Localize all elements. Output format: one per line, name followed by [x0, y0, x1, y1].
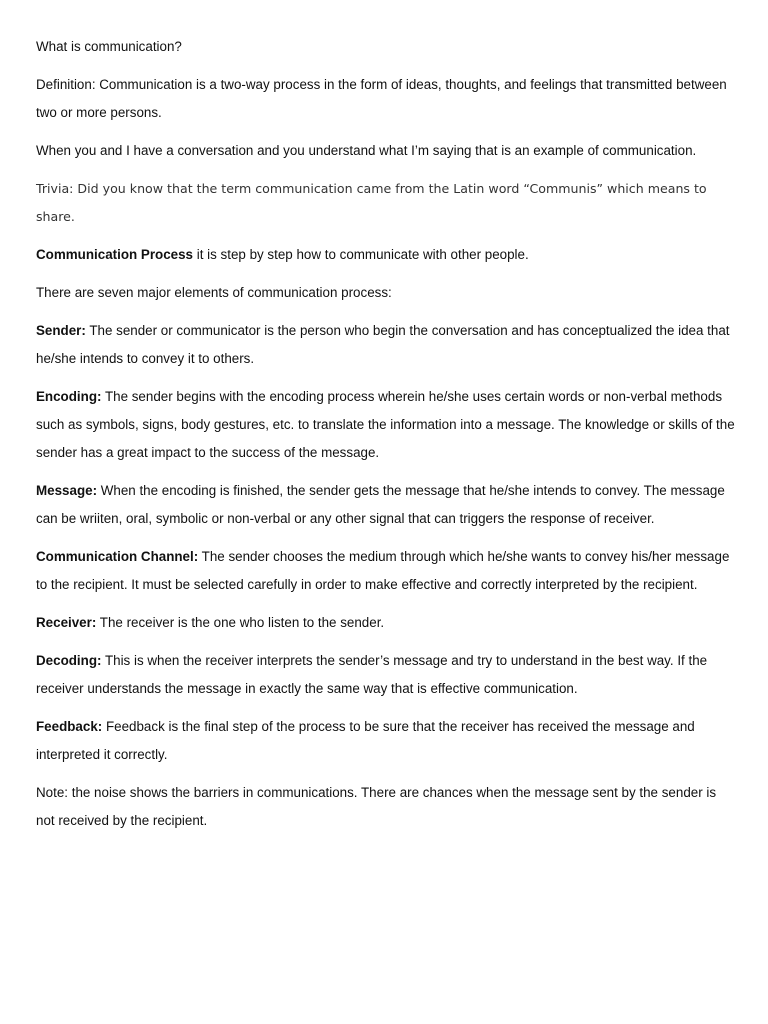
element-text: When the encoding is finished, the sender gets the message that he/she intends to convey. The message can be wriiten, oral, symbolic or non-verbal or any other signal that can triggers the response of receiver.	[36, 483, 725, 526]
page-title: What is communication?	[36, 39, 182, 54]
element-term: Receiver:	[36, 615, 97, 630]
element-message	[36, 477, 736, 533]
element-text: This is when the receiver interprets the sender’s message and try to understand in the best way. If the receiver understands the message in exactly the same way that is effective communication.	[36, 653, 708, 696]
element-feedback	[36, 713, 736, 769]
definition-paragraph: Definition: Communication is a two-way process in the form of ideas, thoughts, and feelings that transmitted between two or more persons.	[36, 77, 727, 120]
element-term: Sender:	[36, 323, 86, 338]
element-communication-channel	[36, 543, 736, 599]
element-term: Decoding:	[36, 653, 102, 668]
element-text: The receiver is the one who listen to the sender.	[96, 615, 385, 630]
element-sender	[36, 317, 736, 373]
element-term: Feedback:	[36, 719, 103, 734]
element-term: Encoding:	[36, 389, 102, 404]
element-decoding	[36, 647, 736, 703]
element-term: Message:	[36, 483, 98, 498]
process-term: Communication Process	[36, 247, 194, 262]
element-encoding	[36, 383, 736, 467]
element-term: Communication Channel:	[36, 549, 199, 564]
element-text: The sender or communicator is the person who begin the conversation and has conceptualized the idea that he/she intends to convey it to others.	[36, 323, 730, 366]
element-receiver	[36, 609, 736, 637]
element-text: The sender chooses the medium through which he/she wants to convey his/her message to the recipient. It must be selected carefully in order to make effective and correctly interpreted by the recipient.	[36, 549, 730, 592]
process-paragraph	[36, 241, 736, 269]
trivia-paragraph: Trivia: Did you know that the term communication came from the Latin word “Communis” which means to share.	[36, 181, 707, 224]
process-text: it is step by step how to communicate with other people.	[193, 247, 529, 262]
example-paragraph: When you and I have a conversation and you understand what I’m saying that is an example of communication.	[36, 143, 697, 158]
element-text: Feedback is the final step of the process to be sure that the receiver has received the message and interpreted it correctly.	[36, 719, 695, 762]
element-text: The sender begins with the encoding process wherein he/she uses certain words or non-verbal methods such as symbols, signs, body gestures, etc. to translate the information into a message. The knowledge or skills of the sender has a great impact to the success of the message.	[36, 389, 735, 460]
elements-intro: There are seven major elements of communication process:	[36, 285, 392, 300]
document-body	[36, 33, 736, 845]
note-paragraph: Note: the noise shows the barriers in communications. There are chances when the message sent by the sender is not received by the recipient.	[36, 785, 717, 828]
